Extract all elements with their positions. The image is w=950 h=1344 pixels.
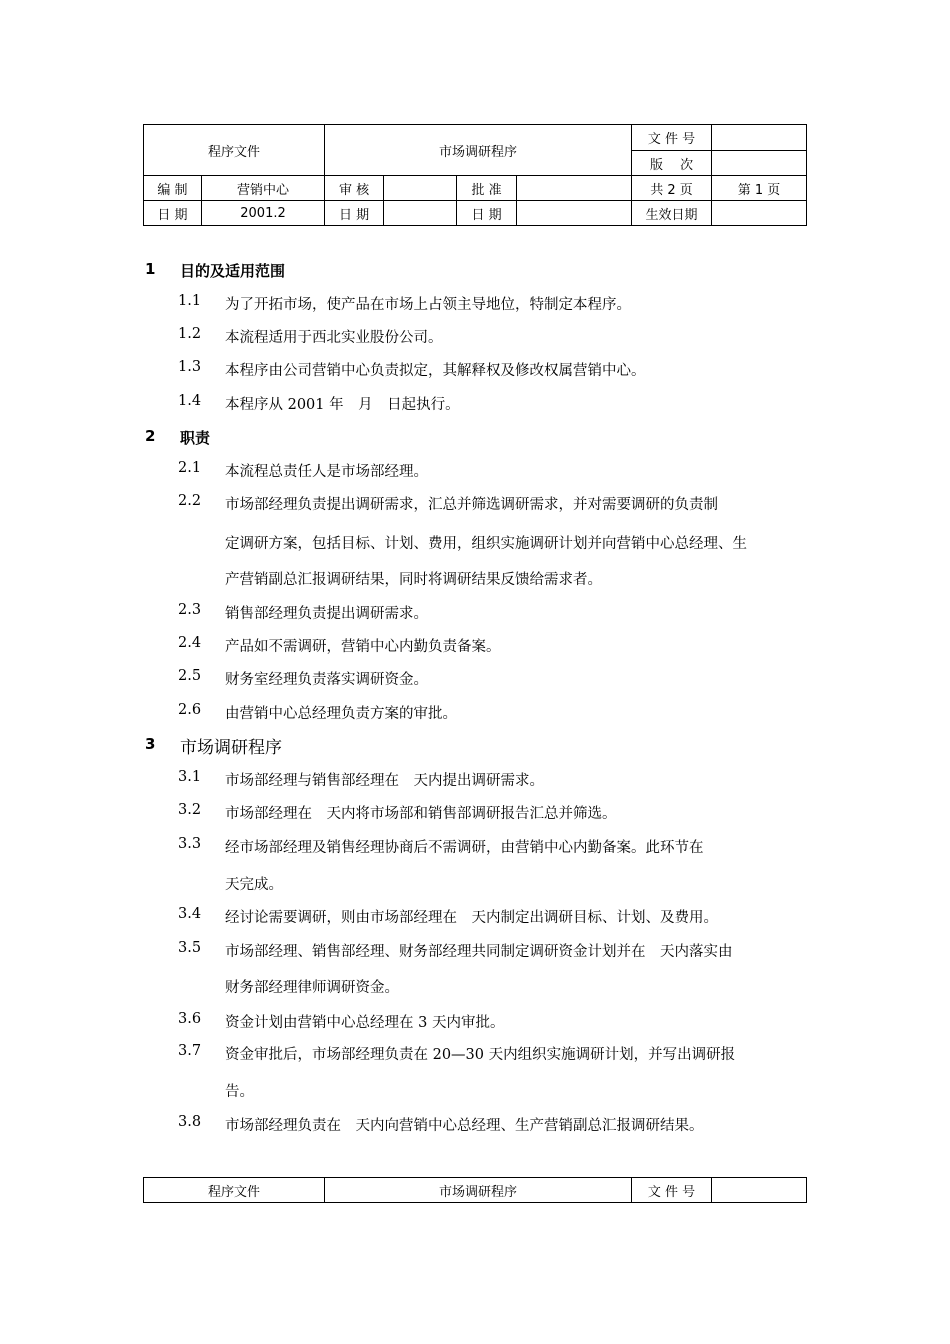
effective-date-value [712, 201, 807, 226]
section-number: 3 [145, 735, 156, 753]
item-text-continuation: 天完成。 [225, 877, 283, 893]
item-text: 为了开拓市场，使产品在市场上占领主导地位，特制定本程序。 [225, 297, 631, 313]
item-number: 3.5 [178, 940, 202, 956]
item-text: 本流程总责任人是市场部经理。 [225, 464, 428, 480]
item-text: 市场部经理负责在 天内向营销中心总经理、生产营销副总汇报调研结果。 [225, 1118, 704, 1134]
file-no-value [712, 125, 807, 151]
item-number: 3.7 [178, 1043, 202, 1059]
item-text: 本程序从 2001 年 月 日起执行。 [225, 397, 460, 413]
file-no-value [712, 1178, 807, 1203]
item-text: 由营销中心总经理负责方案的审批。 [225, 706, 457, 722]
item-number: 2.6 [178, 702, 202, 718]
edit-label: 编 制 [144, 176, 202, 201]
document-header-table [143, 124, 807, 226]
item-text: 市场部经理与销售部经理在 天内提出调研需求。 [225, 773, 544, 789]
review-label: 审 核 [325, 176, 384, 201]
item-text-continuation: 告。 [225, 1084, 254, 1100]
doc-title: 市场调研程序 [325, 1178, 632, 1203]
item-number: 3.8 [178, 1114, 202, 1130]
effective-date-label: 生效日期 [632, 201, 712, 226]
approve-value [517, 176, 632, 201]
item-text: 财务室经理负责落实调研资金。 [225, 672, 428, 688]
date-label: 日 期 [144, 201, 202, 226]
version-value [712, 151, 807, 176]
section-title: 目的及适用范围 [180, 262, 286, 280]
item-number: 2.3 [178, 602, 202, 618]
section-number: 2 [145, 427, 156, 445]
approve-label: 批 准 [457, 176, 517, 201]
item-number: 2.2 [178, 493, 202, 509]
item-text: 市场部经理在 天内将市场部和销售部调研报告汇总并筛选。 [225, 806, 617, 822]
item-number: 2.4 [178, 635, 202, 651]
item-text: 市场部经理、销售部经理、财务部经理共同制定调研资金计划并在 天内落实由 [225, 944, 733, 960]
doc-type: 程序文件 [144, 1178, 325, 1203]
item-text: 经市场部经理及销售经理协商后不需调研，由营销中心内勤备案。此环节在 [225, 840, 704, 856]
doc-title: 市场调研程序 [325, 125, 632, 176]
edit-value: 营销中心 [202, 176, 325, 201]
version-label: 版 次 [632, 151, 712, 176]
file-no-label: 文 件 号 [632, 125, 712, 151]
page-number: 第 1 页 [712, 176, 807, 201]
section-title: 职责 [180, 429, 211, 447]
item-text: 市场部经理负责提出调研需求，汇总并筛选调研需求，并对需要调研的负责制 [225, 497, 718, 513]
item-text-continuation: 财务部经理律师调研资金。 [225, 980, 399, 996]
file-no-label: 文 件 号 [632, 1178, 712, 1203]
review-date-label: 日 期 [325, 201, 384, 226]
item-number: 1.4 [178, 393, 202, 409]
next-page-header-table [143, 1177, 807, 1203]
item-number: 1.2 [178, 326, 202, 342]
item-number: 3.1 [178, 769, 202, 785]
item-number: 2.5 [178, 668, 202, 684]
item-number: 3.4 [178, 906, 202, 922]
approve-date-value [517, 201, 632, 226]
section-number: 1 [145, 260, 156, 278]
item-text-continuation: 定调研方案，包括目标、计划、费用，组织实施调研计划并向营销中心总经理、生 [225, 536, 747, 552]
review-date-value [384, 201, 457, 226]
item-text: 销售部经理负责提出调研需求。 [225, 606, 428, 622]
item-text: 本程序由公司营销中心负责拟定，其解释权及修改权属营销中心。 [225, 363, 646, 379]
item-number: 1.3 [178, 359, 202, 375]
item-number: 3.2 [178, 802, 202, 818]
item-text: 经讨论需要调研，则由市场部经理在 天内制定出调研目标、计划、及费用。 [225, 910, 718, 926]
item-number: 1.1 [178, 293, 202, 309]
item-number: 2.1 [178, 460, 202, 476]
item-text: 本流程适用于西北实业股份公司。 [225, 330, 443, 346]
item-number: 3.3 [178, 836, 202, 852]
item-text: 资金审批后，市场部经理负责在 20—30 天内组织实施调研计划，并写出调研报 [225, 1047, 736, 1063]
item-text-continuation: 产营销副总汇报调研结果，同时将调研结果反馈给需求者。 [225, 572, 602, 588]
approve-date-label: 日 期 [457, 201, 517, 226]
total-pages: 共 2 页 [632, 176, 712, 201]
item-number: 3.6 [178, 1011, 202, 1027]
date-value: 2001.2 [202, 201, 325, 226]
section-title: 市场调研程序 [180, 738, 282, 758]
review-value [384, 176, 457, 201]
item-text: 产品如不需调研，营销中心内勤负责备案。 [225, 639, 501, 655]
doc-type: 程序文件 [144, 125, 325, 176]
item-text: 资金计划由营销中心总经理在 3 天内审批。 [225, 1015, 505, 1031]
